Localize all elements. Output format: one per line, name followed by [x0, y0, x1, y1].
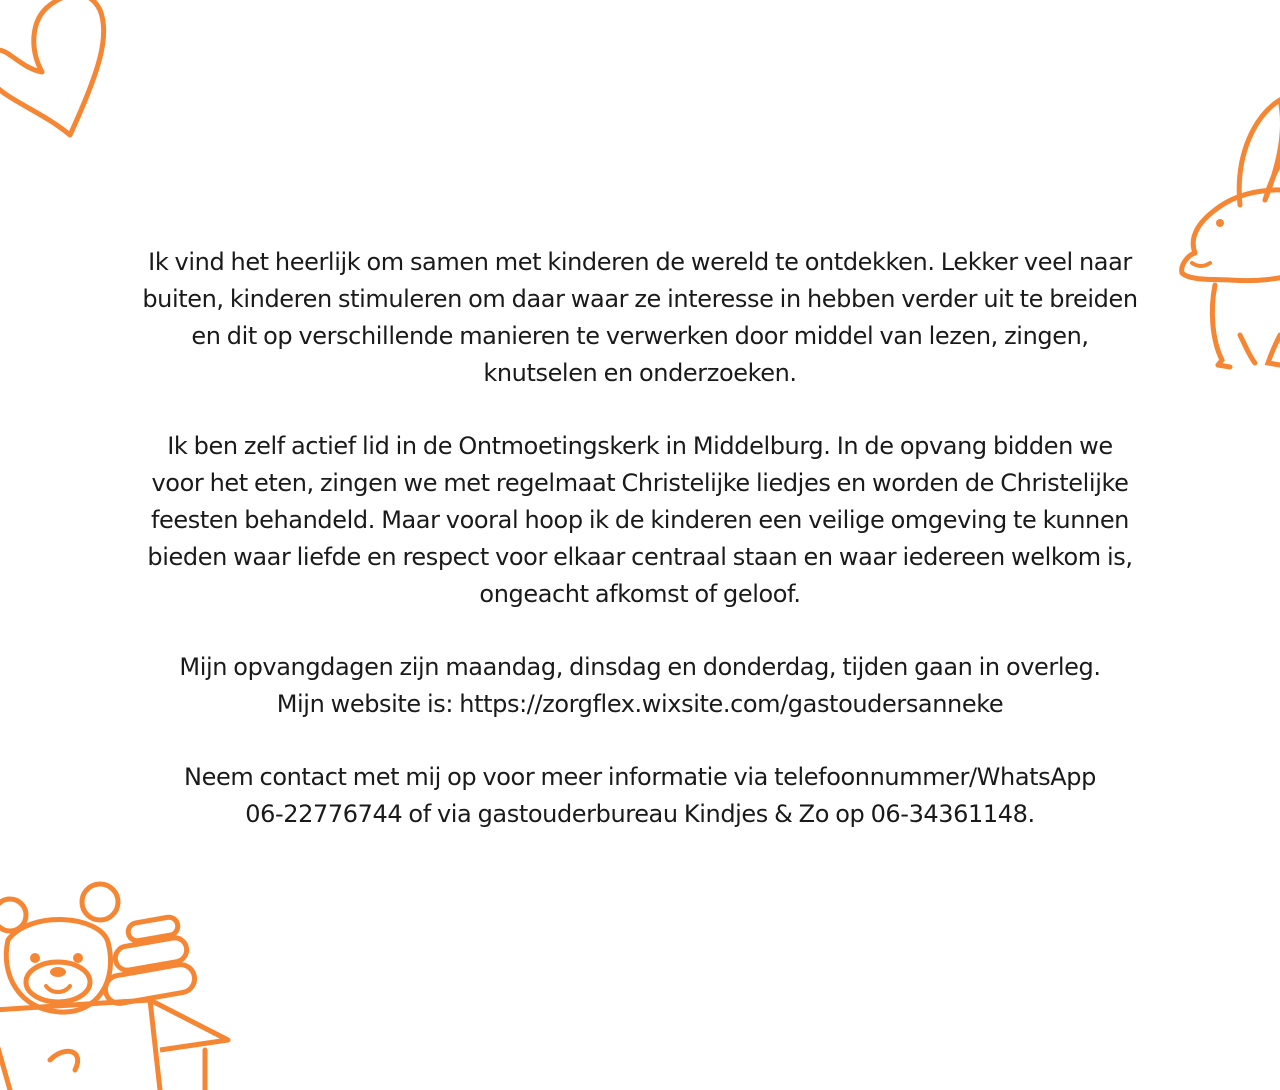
- paragraph-intro: [100, 244, 1180, 392]
- text-line: Neem contact met mij op voor meer informatie via telefoonnummer/WhatsApp: [184, 763, 1096, 791]
- text-line: feesten behandeld. Maar vooral hoop ik de kinderen een veilige omgeving te kunnen: [151, 506, 1129, 534]
- main-text: [100, 244, 1180, 869]
- website-link[interactable]: Mijn website is: https://zorgflex.wixsite.com/gastoudersanneke: [276, 690, 1004, 718]
- bunny-icon: [1170, 95, 1280, 385]
- heart-icon: [0, 0, 120, 140]
- text-line: Ik vind het heerlijk om samen met kinderen de wereld te ontdekken. Lekker veel naar: [148, 248, 1132, 276]
- phone-numbers[interactable]: 06-22776744 of via gastouderbureau Kindjes & Zo op 06-34361148.: [245, 800, 1035, 828]
- paragraph-contact: [100, 759, 1180, 833]
- text-line: bieden waar liefde en respect voor elkaar centraal staan en waar iedereen welkom is,: [147, 543, 1133, 571]
- paragraph-schedule: [100, 649, 1180, 723]
- text-line: knutselen en onderzoeken.: [483, 359, 797, 387]
- teddy-bear-toybox-icon: [0, 870, 250, 1090]
- text-line: Mijn opvangdagen zijn maandag, dinsdag en donderdag, tijden gaan in overleg.: [179, 653, 1101, 681]
- text-line: buiten, kinderen stimuleren om daar waar ze interesse in hebben verder uit te breiden: [142, 285, 1138, 313]
- text-line: ongeacht afkomst of geloof.: [479, 580, 801, 608]
- paragraph-church: [100, 428, 1180, 613]
- text-line: voor het eten, zingen we met regelmaat Christelijke liedjes en worden de Christelijke: [151, 469, 1129, 497]
- text-line: en dit op verschillende manieren te verwerken door middel van lezen, zingen,: [191, 322, 1089, 350]
- text-line: Ik ben zelf actief lid in de Ontmoetingskerk in Middelburg. In de opvang bidden we: [167, 432, 1113, 460]
